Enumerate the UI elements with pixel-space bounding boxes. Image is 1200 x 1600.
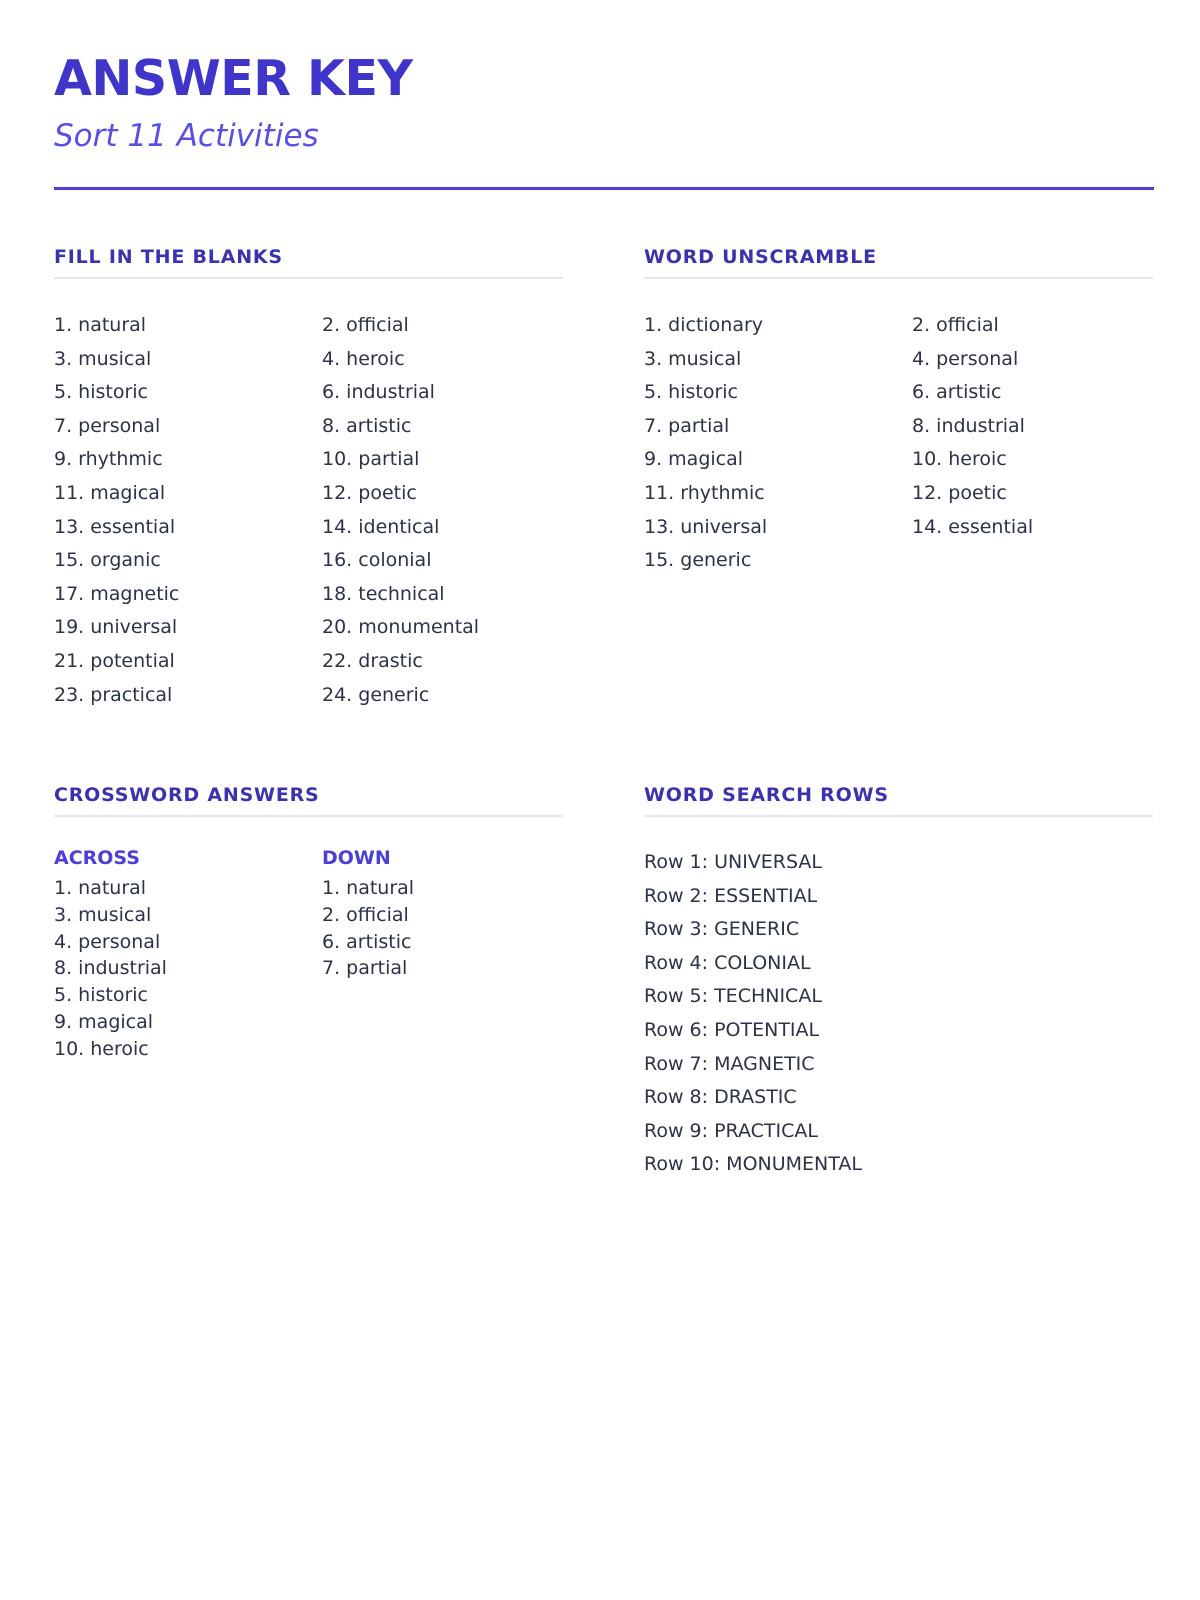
- word-search-rows: [644, 846, 1153, 1182]
- header-divider: [54, 187, 1154, 190]
- answer-item: 12. poetic: [912, 481, 1007, 504]
- answer-item: 6. industrial: [322, 381, 435, 404]
- answer-item: Row 5: TECHNICAL: [644, 985, 822, 1008]
- page-title: ANSWER KEY: [54, 50, 413, 107]
- answer-item: 21. potential: [54, 649, 175, 672]
- answer-item: 19. universal: [54, 616, 178, 639]
- across-heading: ACROSS: [54, 847, 140, 869]
- answer-item: 18. technical: [322, 582, 445, 605]
- answer-item: 3. musical: [54, 903, 152, 926]
- answer-item: 10. heroic: [54, 1037, 149, 1060]
- answer-item: Row 4: COLONIAL: [644, 951, 811, 974]
- answer-item: Row 7: MAGNETIC: [644, 1052, 815, 1075]
- answer-item: 1. dictionary: [644, 314, 764, 336]
- answer-item: 7. partial: [644, 414, 730, 437]
- answer-item: 8. industrial: [54, 957, 167, 980]
- answer-item: Row 1: UNIVERSAL: [644, 851, 823, 873]
- answer-item: 9. magical: [644, 448, 744, 471]
- answer-item: 2. official: [322, 314, 409, 336]
- crossword-columns: [54, 846, 563, 1063]
- answer-item: 14. essential: [912, 515, 1034, 538]
- page-subtitle: Sort 11 Activities: [54, 118, 319, 154]
- answer-item: 14. identical: [322, 515, 440, 538]
- answer-item: 8. industrial: [912, 414, 1025, 437]
- answer-item: 1. natural: [322, 877, 415, 899]
- answer-item: 15. generic: [644, 549, 752, 572]
- answer-item: 13. universal: [644, 515, 768, 538]
- down-column: [322, 846, 563, 1063]
- answer-item: 20. monumental: [322, 616, 480, 639]
- answer-item: Row 8: DRASTIC: [644, 1086, 797, 1109]
- across-column: [54, 846, 322, 1063]
- answer-item: 10. heroic: [912, 448, 1007, 471]
- answer-item: 23. practical: [54, 683, 173, 706]
- answer-item: Row 10: MONUMENTAL: [644, 1153, 862, 1176]
- answer-item: 1. natural: [54, 314, 147, 336]
- answer-item: Row 9: PRACTICAL: [644, 1119, 818, 1142]
- answer-item: 5. historic: [54, 381, 148, 404]
- section-heading: WORD SEARCH ROWS: [644, 783, 1153, 817]
- answer-item: 9. rhythmic: [54, 448, 163, 471]
- answer-item: 10. partial: [322, 448, 420, 471]
- answer-item: 3. musical: [644, 347, 742, 370]
- answer-item: Row 6: POTENTIAL: [644, 1018, 820, 1041]
- answer-item: 1. natural: [54, 877, 147, 899]
- crossword-answers-section: [54, 783, 563, 1063]
- answer-item: 16. colonial: [322, 549, 432, 572]
- answer-item: 22. drastic: [322, 649, 423, 672]
- answer-item: 13. essential: [54, 515, 176, 538]
- down-answers: [322, 875, 563, 982]
- answer-item: 8. artistic: [322, 414, 412, 437]
- answer-item: 7. personal: [54, 414, 161, 437]
- answer-item: 17. magnetic: [54, 582, 180, 605]
- across-answers: [54, 875, 322, 1063]
- answer-item: 3. musical: [54, 347, 152, 370]
- answer-item: 4. personal: [912, 347, 1019, 370]
- answer-key-page: [54, 0, 1154, 1600]
- fill-in-the-blanks-answers: [54, 309, 563, 712]
- answer-item: 4. personal: [54, 930, 161, 953]
- answer-item: 5. historic: [644, 381, 738, 404]
- answer-item: 6. artistic: [322, 930, 412, 953]
- answer-item: Row 2: ESSENTIAL: [644, 884, 818, 907]
- answer-item: 5. historic: [54, 984, 148, 1007]
- answer-item: 24. generic: [322, 683, 430, 706]
- answer-item: Row 3: GENERIC: [644, 918, 800, 941]
- answer-item: 4. heroic: [322, 347, 405, 370]
- section-heading: FILL IN THE BLANKS: [54, 245, 563, 279]
- answer-item: 7. partial: [322, 957, 408, 980]
- down-heading: DOWN: [322, 847, 391, 869]
- answer-item: 12. poetic: [322, 481, 417, 504]
- word-unscramble-answers: [644, 309, 1153, 578]
- word-search-rows-section: [644, 783, 1153, 1182]
- section-heading: WORD UNSCRAMBLE: [644, 245, 1153, 279]
- answer-item: 2. official: [912, 314, 999, 336]
- answer-item: 2. official: [322, 903, 409, 926]
- answer-item: 11. rhythmic: [644, 481, 765, 504]
- fill-in-the-blanks-section: [54, 245, 563, 712]
- answer-item: 15. organic: [54, 549, 161, 572]
- answer-item: 6. artistic: [912, 381, 1002, 404]
- answer-item: 11. magical: [54, 481, 166, 504]
- section-heading: CROSSWORD ANSWERS: [54, 783, 563, 817]
- word-unscramble-section: [644, 245, 1153, 578]
- answer-item: 9. magical: [54, 1010, 154, 1033]
